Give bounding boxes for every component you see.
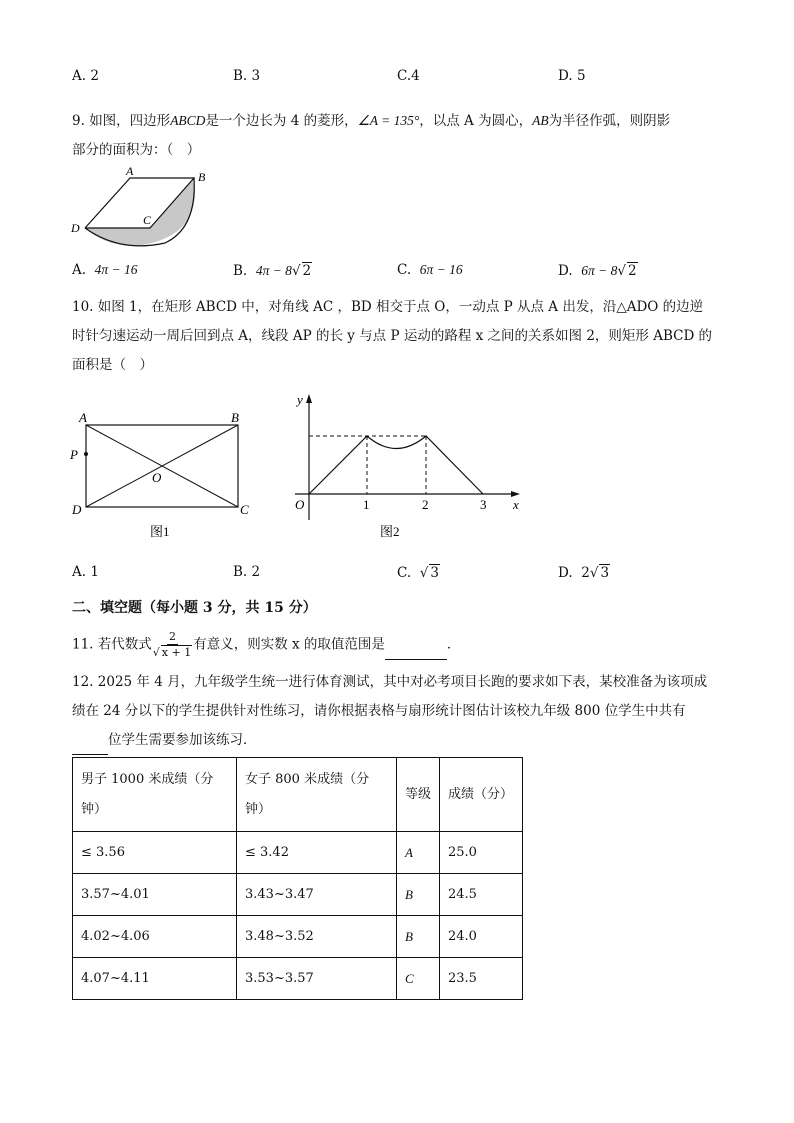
svg-text:2: 2 [422, 497, 429, 512]
svg-text:O: O [152, 470, 162, 485]
header-cell-male: 男子 1000 米成绩（分钟） [73, 758, 237, 832]
cell-score: 23.5 [440, 958, 523, 1000]
q11-answer-blank[interactable] [385, 631, 447, 660]
q10-stem-line1: 10. 如图 1，在矩形 ABCD 中，对角线 AC ，BD 相交于点 O，一动点 P 从点 A 出发，沿△ADO 的边逆 [72, 299, 704, 315]
svg-text:B: B [231, 410, 239, 425]
svg-text:O: O [295, 497, 305, 512]
q10-stem-line2: 时针匀速运动一周后回到点 A，线段 AP 的长 y 与点 P 运动的路程 x 之间的关系如图 2，则矩形 ABCD 的 [72, 328, 713, 344]
q10-option-b[interactable]: B. 2 [233, 564, 261, 580]
svg-text:C: C [143, 213, 152, 227]
cell-male: 4.02~4.06 [73, 916, 237, 958]
q12-score-table [72, 757, 523, 1000]
q10-figure-1-rectangle [65, 400, 265, 545]
q10-option-c[interactable]: C. √ 3 [397, 565, 439, 581]
q9-option-a[interactable]: A. 4π − 16 [72, 262, 138, 278]
cell-score: 25.0 [440, 832, 523, 874]
svg-text:3: 3 [480, 497, 487, 512]
svg-text:D: D [71, 221, 80, 235]
table-row [73, 916, 523, 958]
cell-grade: C [397, 958, 440, 1000]
q10-figure-2-graph [280, 390, 530, 545]
q11-stem: 11. 若代数式 $\frac{2}{√ x + 1}$ 有意义，则实数 x 的取值范围是 ． [72, 630, 461, 659]
q12-answer-blank[interactable] [72, 726, 108, 755]
cell-score: 24.5 [440, 874, 523, 916]
cell-female: 3.43~3.47 [237, 874, 397, 916]
q11-fraction: $\frac{2}{√ x + 1}$ [152, 630, 192, 659]
svg-text:1: 1 [363, 497, 370, 512]
svg-text:y: y [297, 392, 303, 407]
cell-male: 3.57~4.01 [73, 874, 237, 916]
q12-stem-line2: 绩在 24 分以下的学生提供针对性练习，请你根据表格与扇形统计图估计该校九年级 800 位学生中共有 [72, 703, 686, 719]
q8-option-a[interactable]: A. 2 [72, 68, 99, 84]
table-row [73, 874, 523, 916]
cell-male: ≤ 3.56 [73, 832, 237, 874]
q9-stem-line2: 部分的面积为：（ ） [72, 142, 201, 158]
table-header-row [73, 758, 523, 832]
cell-female: ≤ 3.42 [237, 832, 397, 874]
svg-text:图1: 图1 [150, 524, 170, 539]
svg-text:B: B [198, 170, 205, 184]
q9-option-b[interactable]: B. 4π − 8√ 2 [233, 263, 312, 279]
svg-text:x: x [513, 497, 519, 512]
svg-text:P: P [70, 447, 78, 462]
svg-text:A: A [79, 410, 87, 425]
svg-text:A: A [126, 164, 134, 178]
cell-grade: B [397, 874, 440, 916]
cell-male: 4.07~4.11 [73, 958, 237, 1000]
q9-rhombus-figure [65, 163, 205, 251]
cell-female: 3.48~3.52 [237, 916, 397, 958]
cell-female: 3.53~3.57 [237, 958, 397, 1000]
header-cell-score: 成绩（分） [440, 758, 523, 832]
cell-grade: B [397, 916, 440, 958]
q9-option-c[interactable]: C. 6π − 16 [397, 262, 463, 278]
table-row [73, 958, 523, 1000]
q8-option-d[interactable]: D. 5 [558, 68, 586, 84]
header-cell-female: 女子 800 米成绩（分钟） [237, 758, 397, 832]
q8-option-c[interactable]: C.4 [397, 68, 420, 84]
section-2-heading: 二、填空题（每小题 3 分，共 15 分） [72, 600, 317, 616]
svg-text:D: D [72, 502, 82, 517]
q12-stem-line3: 位学生需要参加该练习． [72, 726, 257, 755]
header-cell-grade: 等级 [397, 758, 440, 832]
q8-option-b[interactable]: B. 3 [233, 68, 261, 84]
q10-stem-line3: 面积是（ ） [72, 357, 153, 373]
cell-score: 24.0 [440, 916, 523, 958]
q10-option-d[interactable]: D. 2√ 3 [558, 565, 610, 581]
cell-grade: A [397, 832, 440, 874]
q12-stem-line1: 12. 2025 年 4 月，九年级学生统一进行体育测试，其中对必考项目长跑的要求如下表，某校准备为该项成 [72, 674, 708, 690]
q10-option-a[interactable]: A. 1 [72, 564, 99, 580]
q9-option-d[interactable]: D. 6π − 8√ 2 [558, 263, 637, 279]
table-row [73, 832, 523, 874]
q9-stem-line1: 9. 如图，四边形ABCD是一个边长为 4 的菱形，∠A = 135°，以点 A 为圆心，AB为半径作弧，则阴影 [72, 113, 671, 129]
svg-text:C: C [240, 502, 249, 517]
svg-text:图2: 图2 [380, 524, 400, 539]
